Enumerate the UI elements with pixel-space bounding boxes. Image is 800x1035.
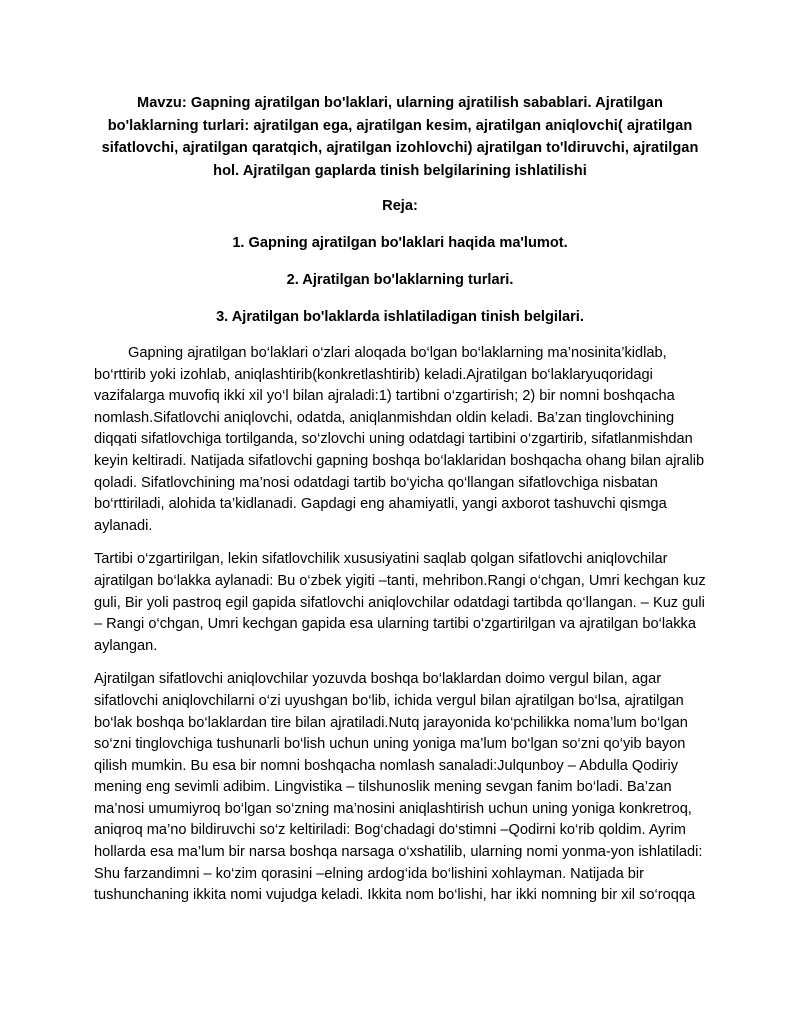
body-paragraph-2: Tartibi o‘zgartirilgan, lekin sifatlovchilik xususiyatini saqlab qolgan sifatlovchi aniqlovchilar ajratilgan bo‘lakka aylanadi: Bu o‘zbek yigiti –tanti, mehribon.Rangi o‘chgan, Umri kechgan kuz guli, Bir yoli pastroq egil gapida sifatlovchi aniqlovchilar odatdagi tartibda qo‘llangan. – Kuz guli – Rangi o‘chgan, Umri kechgan gapida esa ularning tartibi o‘zgartirilgan va ajratilgan bo‘lakka aylangan. (94, 551, 706, 654)
plan-heading: Reja: (382, 198, 418, 214)
body-paragraph-3: Ajratilgan sifatlovchi aniqlovchilar yozuvda boshqa bo‘laklardan doimo vergul bilan, agar sifatlovchi aniqlovchilarni o‘zi uyushgan bo‘lib, ichida vergul bilan ajratilgan bo‘lsa, ajratilgan bo‘lak boshqa bo‘laklardan tire bilan ajratiladi.Nutq jarayonida ko‘pchilikka noma’lum bo‘lgan so‘zni tinglovchiga tushunarli bo‘lish uchun uning yoniga ma’lum bo‘lgan so‘zni qo‘yib bayon qilish mumkin. Bu esa bir nomni boshqacha nomlash sanaladi:Julqunboy – Abdulla Qodiriy mening eng sevimli adibim. Lingvistika – tilshunoslik mening sevgan fanim bo‘ladi. Ba’zan ma’nosi umumiyroq bo‘lgan so‘zning ma’nosini aniqlashtirish uchun uning yoniga konkretroq, aniqroq ma’no bildiruvchi so‘z keltiriladi: Bog‘chadagi do‘stimni –Qodirni ko‘rib qoldim. Ayrim hollarda esa ma’lum bir narsa boshqa narsaga o‘xshatilib, ularning nomi yonma-yon ishlatiladi: Shu farzandimni – ko‘zim qorasini –elning ardog‘ida bo‘lishini xohlayman. Natijada bir tushunchaning ikkita nomi vujudga keladi. Ikkita nom bo‘lishi, har ikki nomning bir xil so‘roqqa (94, 671, 703, 904)
body-paragraph-1: Gapning ajratilgan bo‘laklari o‘zlari aloqada bo‘lgan bo‘laklarning ma’nosinita’kidlab, bo‘rttirib yoki izohlab, aniqlashtirib(konkretlashtirib) keladi.Ajratilgan bo‘laklaryuqoridagi vazifalarga muvofiq ikki xil yo‘l bilan ajraladi:1) tartibni o‘zgartirish; 2) bir nomni boshqacha nomlash.Sifatlovchi aniqlovchi, odatda, aniqlanmishdan oldin keladi. Ba’zan tinglovchining diqqati sifatlovchiga tortilganda, so‘zlovchi uning odatdagi tartibini o‘zgartirib, sifatlanmishdan keyin keltiradi. Natijada sifatlovchi gapning boshqa bo‘laklaridan boshqacha ohang bilan ajralib qoladi. Sifatlovchining ma’nosi odatdagi tartib bo‘yicha qo‘llangan sifatlovchiga nisbatan bo‘rttiriladi, alohida ta’kidlanadi. Gapdagi eng ahamiyatli, yangi axborot tashuvchi qismga aylanadi. (94, 345, 705, 534)
plan-item-1: 1. Gapning ajratilgan bo'laklari haqida ma'lumot. (232, 235, 568, 251)
plan-item-3: 3. Ajratilgan bo'laklarda ishlatiladigan tinish belgilari. (216, 309, 584, 325)
plan-item-2: 2. Ajratilgan bo'laklarning turlari. (286, 272, 514, 288)
document-body (94, 92, 706, 919)
document-title: Mavzu: Gapning ajratilgan bo'laklari, ularning ajratilish sabablari. Ajratilgan bo'laklarning turlari: ajratilgan ega, ajratilgan kesim, ajratilgan aniqlovchi( ajratilgan sifatlovchi, ajratilgan qaratqich, ajratilgan izohlovchi) ajratilgan to'ldiruvchi, ajratilgan hol. Ajratilgan gaplarda tinish belgilarining ishlatilishi (101, 95, 699, 179)
